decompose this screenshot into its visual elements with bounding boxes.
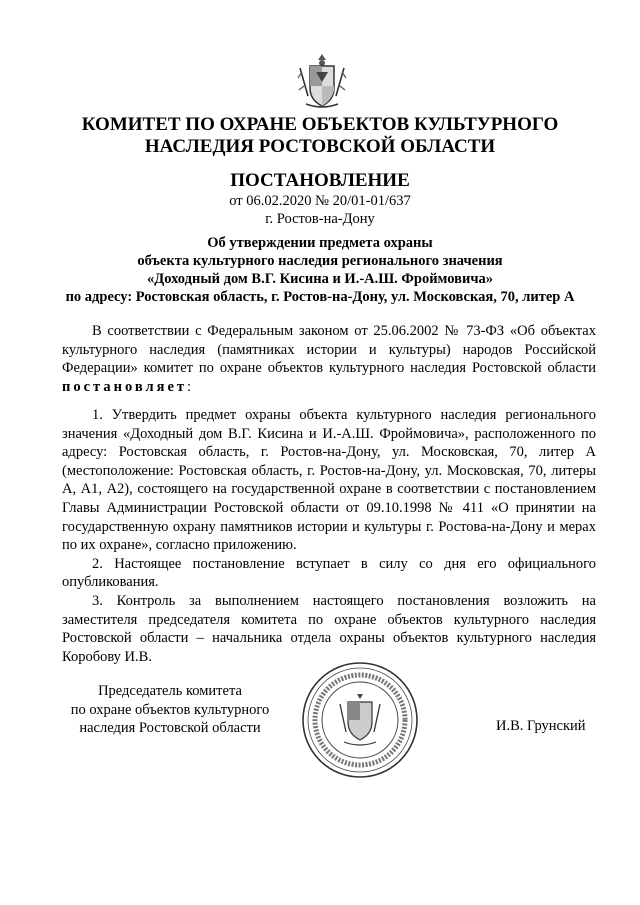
org-line-1: КОМИТЕТ ПО ОХРАНЕ ОБЪЕКТОВ КУЛЬТУРНОГО bbox=[81, 114, 559, 135]
signatory-position bbox=[60, 682, 280, 738]
organization-name bbox=[0, 114, 640, 158]
preamble-colon: : bbox=[187, 378, 192, 395]
subject-line-2: объекта культурного наследия регионального значения bbox=[137, 253, 503, 269]
position-line-2: по охране объектов культурного bbox=[70, 701, 270, 718]
item-3: 3. Контроль за выполнением настоящего постановления возложить на заместителя председателя комитета по охране объектов культурного наследия Ростовской области – начальника отдела охраны объектов культурного наследия Коробову И.В. bbox=[62, 592, 596, 665]
decree-city: г. Ростов-на-Дону bbox=[265, 211, 375, 227]
item-1: 1. Утвердить предмет охраны объекта культурного наследия регионального значения «Доходный дом В.Г. Кисина и И.-А.Ш. Фроймовича», расположенного по адресу: Ростовская область, г. Ростов-на-Дону, ул. Московская, 70, литер А (местоположение: Ростовская область, г. Ростов-на-Дону, ул. Московская, 70, литеры А, А1, А2), состоящего на государственной охране в соответствии с постановлением Главы Администрации Ростовской области от 09.10.1998 № 411 «О принятии на государственную охрану памятников истории и культуры г. Ростова-на-Дону и мерах по их охране», согласно приложению. bbox=[62, 407, 596, 554]
preamble-text: В соответствии с Федеральным законом от 25.06.2002 № 73-ФЗ «Об объектах культурного наследия (памятниках истории и культуры) народов Российской Федерации» комитет по охране объектов культурного наследия Ростовской области bbox=[62, 323, 596, 377]
subject-line-4: по адресу: Ростовская область, г. Ростов-на-Дону, ул. Московская, 70, литер А bbox=[65, 289, 575, 305]
coat-of-arms-icon bbox=[296, 52, 348, 110]
preamble bbox=[62, 322, 596, 396]
org-line-2: НАСЛЕДИЯ РОСТОВСКОЙ ОБЛАСТИ bbox=[144, 136, 496, 157]
resolves-word: постановляет bbox=[62, 378, 188, 395]
item-2: 2. Настоящее постановление вступает в силу со дня его официального опубликования. bbox=[62, 555, 596, 591]
decree-items bbox=[62, 406, 596, 666]
decree-subject bbox=[30, 234, 610, 306]
signatory-name: И.В. Грунский bbox=[496, 718, 586, 734]
official-seal-icon bbox=[300, 660, 420, 780]
subject-line-1: Об утверждении предмета охраны bbox=[207, 235, 433, 251]
preamble-paragraph bbox=[62, 322, 596, 396]
position-line-1: Председатель комитета bbox=[98, 683, 242, 699]
position-line-3: наследия Ростовской области bbox=[79, 720, 261, 737]
decree-date-number: от 06.02.2020 № 20/01-01/637 bbox=[229, 193, 411, 209]
subject-line-3: «Доходный дом В.Г. Кисина и И.-А.Ш. Фроймовича» bbox=[146, 271, 493, 287]
decree-title: ПОСТАНОВЛЕНИЕ bbox=[230, 170, 410, 191]
